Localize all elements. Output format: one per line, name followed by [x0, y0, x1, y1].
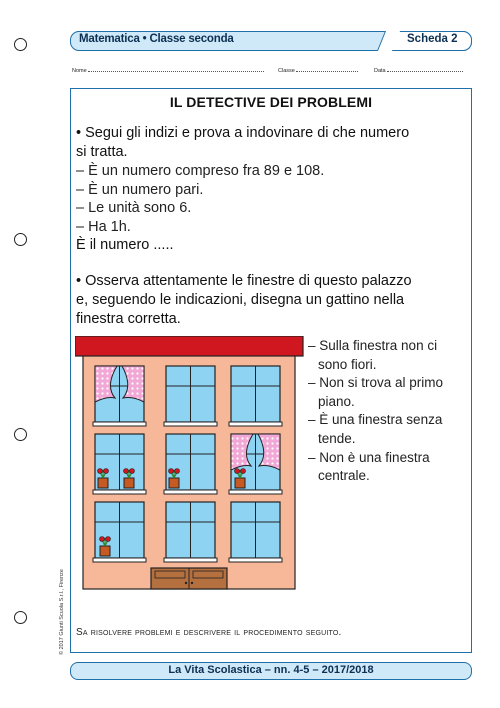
- sheet-tab: [388, 31, 472, 51]
- subject-label: Matematica • Classe seconda: [79, 33, 234, 45]
- exercise2-intro-line-3: finestra corretta.: [76, 311, 181, 327]
- footer-bar: [70, 662, 472, 680]
- binder-hole-1: [14, 38, 27, 51]
- class-label: Classe: [278, 68, 295, 74]
- flower-pot-icon: [235, 469, 246, 489]
- copyright-text: © 2017 Giunti Scuola S.r.l., Firenze: [59, 569, 65, 655]
- footer-label: La Vita Scolastica – nn. 4-5 – 2017/2018: [168, 664, 374, 676]
- window-middle-right[interactable]: [229, 434, 282, 494]
- binder-hole-2: [14, 233, 27, 246]
- condition-line: – Non si trova al primo: [308, 375, 444, 391]
- clue-3: – Le unità sono 6.: [76, 200, 192, 216]
- building-roof: [75, 336, 303, 356]
- window-middle-left[interactable]: [93, 434, 146, 494]
- binder-hole-4: [14, 611, 27, 624]
- header-bar: [70, 31, 472, 51]
- sheet-label: Scheda 2: [407, 33, 458, 45]
- answer-line[interactable]: È il numero .....: [76, 237, 174, 253]
- building-illustration: [75, 336, 305, 591]
- date-label: Data: [374, 68, 386, 74]
- window-bottom-right[interactable]: [229, 502, 282, 562]
- window-top-center[interactable]: [164, 366, 217, 426]
- window-top-left[interactable]: [93, 366, 146, 426]
- condition-line: – Sulla finestra non ci: [308, 338, 438, 353]
- page-title: IL DETECTIVE DEI PROBLEMI: [169, 94, 373, 110]
- condition-line: – È una finestra senza: [308, 412, 443, 428]
- window-top-right[interactable]: [229, 366, 282, 426]
- flower-pot-icon: [169, 469, 180, 489]
- binder-hole-3: [14, 428, 27, 441]
- learning-objective: Sa risolvere problemi e descrivere il procedimento seguito.: [76, 627, 342, 638]
- building-door: [151, 568, 227, 589]
- clue-4: – Ha 1h.: [76, 218, 131, 235]
- class-field[interactable]: [278, 66, 358, 74]
- exercise1-intro-line-2: si tratta.: [76, 144, 128, 160]
- condition-line: – Non è una finestra: [308, 449, 430, 465]
- name-field[interactable]: [72, 66, 264, 74]
- window-bottom-center[interactable]: [164, 502, 217, 562]
- condition-line: tende.: [318, 430, 356, 446]
- exercise2-intro-line-1: • Osserva attentamente le finestre di questo palazzo: [76, 273, 412, 289]
- exercise1-intro-line-1: • Segui gli indizi e prova a indovinare di che numero: [76, 125, 410, 141]
- name-label: Nome: [72, 68, 87, 74]
- condition-line: sono fiori.: [318, 356, 377, 372]
- clue-2: – È un numero pari.: [76, 181, 204, 198]
- exercise2-intro-line-2: e, seguendo le indicazioni, disegna un gattino nella: [76, 292, 405, 308]
- window-bottom-left[interactable]: [93, 502, 146, 562]
- flower-pot-icon: [100, 537, 111, 557]
- conditions-list: [308, 337, 443, 486]
- condition-line: centrale.: [318, 468, 370, 484]
- window-middle-center[interactable]: [164, 434, 217, 494]
- flower-pot-icon: [124, 469, 135, 489]
- condition-line: piano.: [318, 393, 355, 409]
- clue-1: – È un numero compreso fra 89 e 108.: [76, 163, 325, 179]
- flower-pot-icon: [98, 469, 109, 489]
- date-field[interactable]: [374, 66, 463, 74]
